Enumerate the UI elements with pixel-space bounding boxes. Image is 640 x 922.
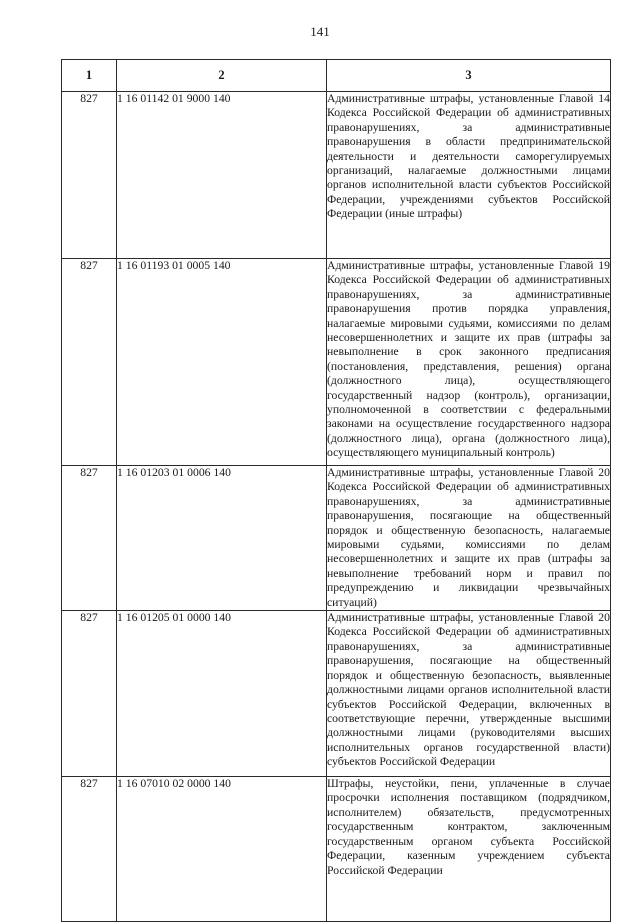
description-text: Административные штрафы, установленные Главой 20 Кодекса Российской Федерации об административных правонарушениях, за административные правонарушения, посягающие на общественный порядок и общественную безопасность, налагаемые мировыми судьями, комиссиями по делам несовершеннолетних и защите их прав (штрафы за невыполнение требований норм и правил по предупреждению и ликвидации чрезвычайных ситуаций) bbox=[327, 466, 610, 609]
admin-code-cell: 827 bbox=[62, 611, 117, 777]
column-header-2: 2 bbox=[117, 60, 327, 92]
kbk-code-cell: 1 16 07010 02 0000 140 bbox=[117, 777, 327, 922]
description-cell bbox=[327, 466, 611, 611]
table-row bbox=[62, 259, 611, 466]
table-row bbox=[62, 92, 611, 259]
description-cell bbox=[327, 259, 611, 466]
description-cell bbox=[327, 611, 611, 777]
admin-code-cell: 827 bbox=[62, 777, 117, 922]
table-header-row bbox=[62, 60, 611, 92]
column-header-3: 3 bbox=[327, 60, 611, 92]
description-text: Штрафы, неустойки, пени, уплаченные в случае просрочки исполнения поставщиком (подрядчиком, исполнителем) обязательств, предусмотренных государственным контрактом, заключенным государственным органом субъекта Российской Федерации, казенным учреждением субъекта Российской Федерации bbox=[327, 777, 610, 877]
page-number: 141 bbox=[310, 24, 330, 39]
budget-classification-table bbox=[61, 59, 611, 922]
admin-code-cell: 827 bbox=[62, 259, 117, 466]
table-row bbox=[62, 777, 611, 922]
admin-code-cell: 827 bbox=[62, 466, 117, 611]
description-cell bbox=[327, 777, 611, 922]
admin-code-cell: 827 bbox=[62, 92, 117, 259]
description-text: Административные штрафы, установленные Главой 14 Кодекса Российской Федерации об административных правонарушениях, за административные правонарушения в области предпринимательской деятельности и деятельности саморегулируемых организаций, налагаемые должностными лицами органов исполнительной власти субъектов Российской Федерации, учреждениями субъектов Российской Федерации (иные штрафы) bbox=[327, 92, 610, 221]
column-header-1: 1 bbox=[62, 60, 117, 92]
description-text: Административные штрафы, установленные Главой 19 Кодекса Российской Федерации об административных правонарушениях, за административные правонарушения против порядка управления, налагаемые мировыми судьями, комиссиями по делам несовершеннолетних и защите их прав (штрафы за невыполнение в срок законного предписания (постановления, представления, решения) органа (должностного лица), осуществляющего государственный надзор (контроль), организации, уполномоченной в соответствии с федеральными законами на осуществление государственного надзора (должностного лица), органа (должностного лица), осуществляющего муниципальный контроль) bbox=[327, 259, 610, 460]
table-row bbox=[62, 611, 611, 777]
kbk-code-cell: 1 16 01142 01 9000 140 bbox=[117, 92, 327, 259]
kbk-code-cell: 1 16 01203 01 0006 140 bbox=[117, 466, 327, 611]
kbk-code-cell: 1 16 01205 01 0000 140 bbox=[117, 611, 327, 777]
kbk-code-cell: 1 16 01193 01 0005 140 bbox=[117, 259, 327, 466]
description-cell bbox=[327, 92, 611, 259]
table-row bbox=[62, 466, 611, 611]
description-text: Административные штрафы, установленные Главой 20 Кодекса Российской Федерации об административных правонарушениях, за административные правонарушения, посягающие на общественный порядок и общественную безопасность, выявленные должностными лицами органов исполнительной власти субъектов Российской Федерации, включенных в соответствующие перечни, утвержденные высшими должностными лицами (руководителями высших исполнительных органов государственной власти) субъектов Российской Федерации bbox=[327, 611, 610, 769]
